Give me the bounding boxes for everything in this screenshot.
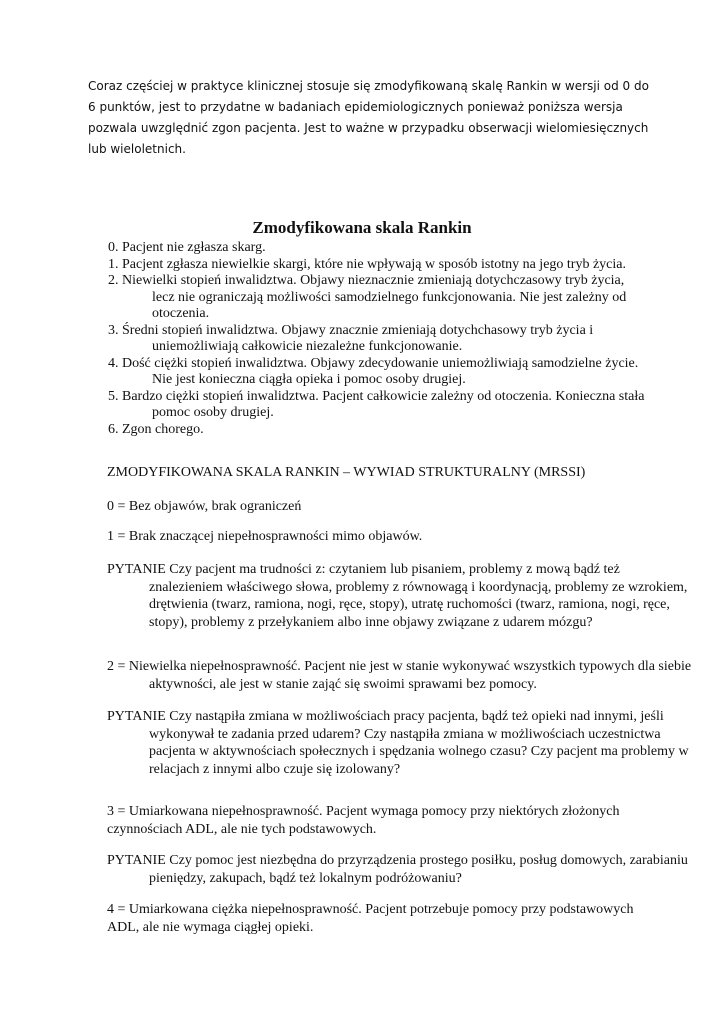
scale-item-1: 1. Pacjent zgłasza niewielkie skargi, które nie wpływają w sposób istotny na jego tryb życia. <box>108 256 626 272</box>
scale-item-3: 3. Średni stopień inwalidztwa. Objawy znacznie zmieniają dotychchasowy tryb życia i uniemożliwiają całkowicie niezależne funkcjonowanie. <box>108 322 594 354</box>
level-1: 1 = Brak znaczącej niepełnosprawności mimo objawów. <box>107 529 423 544</box>
level-3: 3 = Umiarkowana niepełnosprawność. Pacjent wymaga pomocy przy niektórych złożonych czynnościach ADL, ale nie tych podstawowych. <box>107 804 620 837</box>
scale-title: Zmodyfikowana skala Rankin <box>252 218 472 237</box>
scale-item-2: 2. Niewielki stopień inwalidztwa. Objawy nieznacznie zmieniają dotychczasowy tryb życia, lecz nie ograniczają możliwości samodzielnego funkcjonowania. Nie jest zależny od otoczenia. <box>108 273 627 321</box>
question-2: PYTANIE Czy nastąpiła zmiana w możliwościach pracy pacjenta, bądź też opieki nad innymi, jeśli wykonywał te zadania przed udarem? Czy nastąpiła zmiana w możliwościach uczestnictwa pacjenta w aktywnościach społecznych i spędzania wolnego czasu? Czy pacjent ma problemy w relacjach z innymi albo czuje się izolowany? <box>107 709 689 777</box>
question-1: PYTANIE Czy pacjent ma trudności z: czytaniem lub pisaniem, problemy z mową bądź też znalezieniem właściwego słowa, problemy z równowagą i koordynacją, problemy ze wzrokiem, drętwienia (twarz, ramiona, nogi, ręce, stopy), utratę ruchomości (twarz, ramiona, nogi, ręce, stopy), problemy z przełykaniem albo inne objawy związane z udarem mózgu? <box>107 562 688 630</box>
scale-item-0: 0. Pacjent nie zgłasza skarg. <box>108 240 266 255</box>
level-2: 2 = Niewielka niepełnosprawność. Pacjent nie jest w stanie wykonywać wszystkich typowych dla siebie aktywności, ale jest w stanie zająć się swoimi sprawami bez pomocy. <box>107 659 692 692</box>
level-4: 4 = Umiarkowana ciężka niepełnosprawność. Pacjent potrzebuje pomocy przy podstawowych ADL, ale nie wymaga ciągłej opieki. <box>107 902 634 935</box>
intro-paragraph: Coraz częściej w praktyce klinicznej stosuje się zmodyfikowaną skalę Rankin w wersji od 0 do 6 punktów, jest to przydatne w badaniach epidemiologicznych ponieważ poniższa wersja pozwala uwzględnić zgon pacjenta. Jest to ważne w przypadku obserwacji wielomiesięcznych lub wieloletnich. <box>88 79 649 156</box>
level-0: 0 = Bez objawów, brak ograniczeń <box>107 499 302 514</box>
scale-item-4: 4. Dość ciężki stopień inwalidztwa. Objawy zdecydowanie uniemożliwiają samodzielne życie. Nie jest konieczna ciągła opieka i pomoc osoby drugiej. <box>108 355 639 387</box>
question-3: PYTANIE Czy pomoc jest niezbędna do przyrządzenia prostego posiłku, posług domowych, zarabianiu pieniędzy, zakupach, bądź też lokalnym podróżowaniu? <box>107 853 688 886</box>
rankin-scale-list <box>108 240 648 438</box>
scale-item-6: 6. Zgon chorego. <box>108 421 204 437</box>
scale-item-5: 5. Bardzo ciężki stopień inwalidztwa. Pacjent całkowicie zależny od otoczenia. Konieczna stała pomoc osoby drugiej. <box>108 388 645 420</box>
structured-heading: ZMODYFIKOWANA SKALA RANKIN – WYWIAD STRUKTURALNY (MRSSI) <box>107 465 586 480</box>
